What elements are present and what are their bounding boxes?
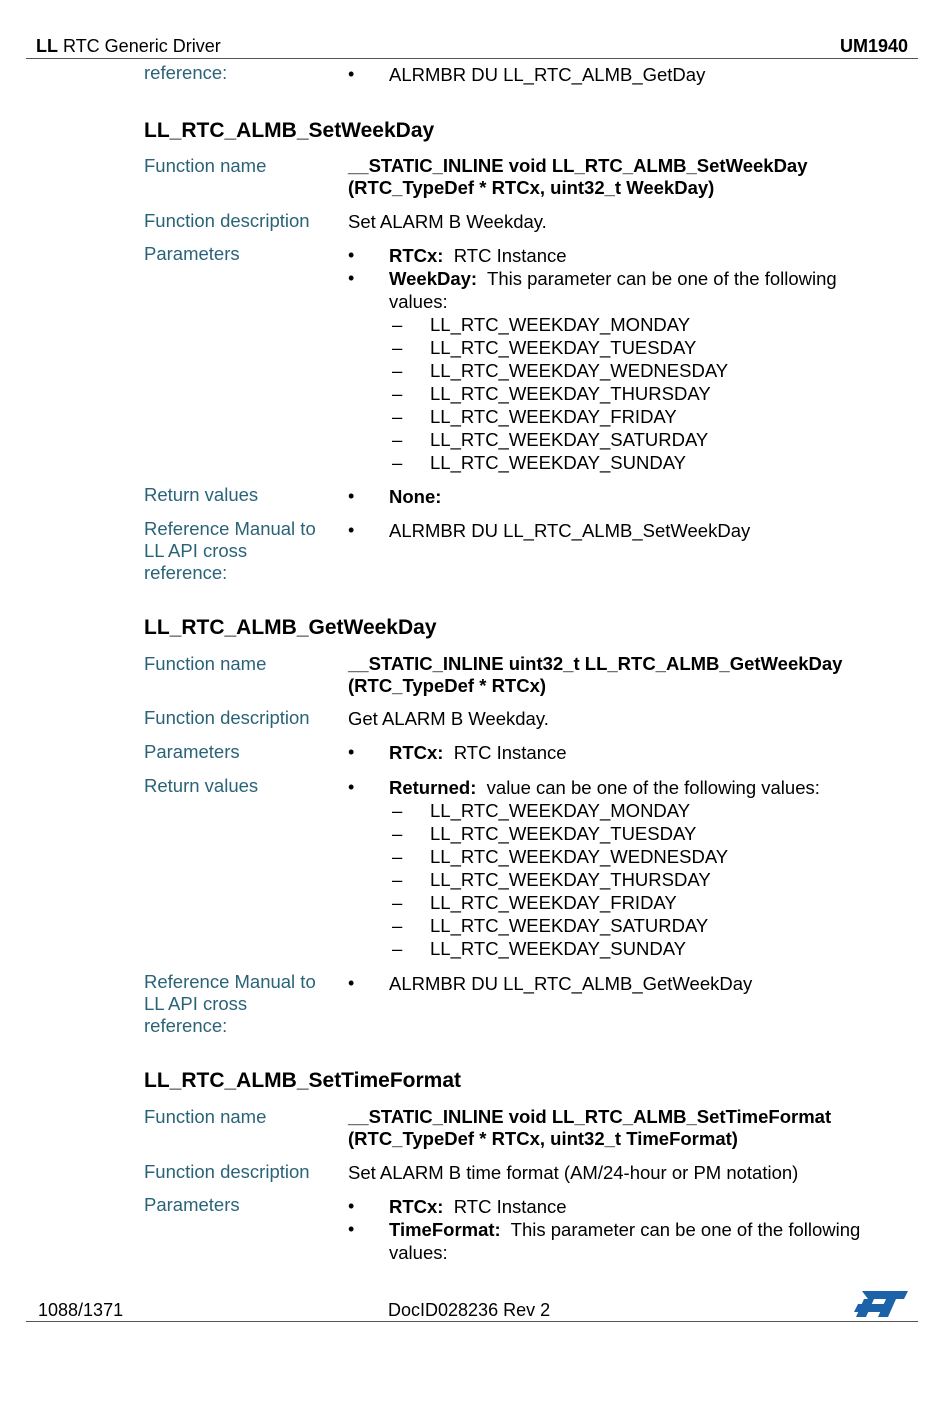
function-description: Get ALARM B Weekday. [348,708,549,729]
reference-value [348,519,908,542]
function-signature [348,653,908,697]
label-line: LL API cross [144,993,248,1014]
st-logo-icon [852,1288,910,1320]
param-text: values: [389,1242,448,1263]
weekday-values-list [348,799,908,960]
weekday-value: – LL_RTC_WEEKDAY_FRIDAY [348,405,908,428]
param-name: RTCx: [389,245,444,266]
label-function-name: Function name [144,653,267,674]
signature-line: __STATIC_INLINE void LL_RTC_ALMB_SetTimeFormat [348,1106,832,1127]
signature-line: (RTC_TypeDef * RTCx, uint32_t TimeFormat) [348,1128,738,1149]
param-name: RTCx: [389,742,444,763]
parameters-list [348,1195,908,1264]
param-text: RTC Instance [453,1196,567,1217]
signature-line: (RTC_TypeDef * RTCx) [348,675,547,696]
label-line: reference: [144,562,228,583]
weekday-value: – LL_RTC_WEEKDAY_TUESDAY [348,822,908,845]
reference-text: ALRMBR DU LL_RTC_ALMB_GetWeekDay [389,973,753,994]
function-description: Set ALARM B time format (AM/24-hour or PM notation) [348,1162,799,1183]
reference-text: ALRMBR DU LL_RTC_ALMB_SetWeekDay [389,520,751,541]
label-parameters: Parameters [144,243,240,264]
signature-line: (RTC_TypeDef * RTCx, uint32_t WeekDay) [348,177,715,198]
section-title: LL_RTC_ALMB_SetWeekDay [144,119,435,142]
list-item [348,244,908,267]
list-item [348,1195,908,1218]
weekday-value: – LL_RTC_WEEKDAY_SUNDAY [348,451,908,474]
weekday-value: – LL_RTC_WEEKDAY_THURSDAY [348,382,908,405]
weekday-value: – LL_RTC_WEEKDAY_SUNDAY [348,937,908,960]
header-doc-code: UM1940 [839,36,908,56]
parameters-list [348,741,908,764]
weekday-values-list [348,313,908,474]
list-item [348,741,908,764]
param-text: This parameter can be one of the following [487,268,837,289]
return-values [348,776,908,960]
parameters-list [348,244,908,474]
param-text: RTC Instance [453,245,567,266]
label-return-values: Return values [144,484,259,505]
param-text: RTC Instance [453,742,567,763]
param-name: WeekDay: [389,268,478,289]
label-function-description: Function description [144,707,310,728]
label-function-name: Function name [144,155,267,176]
page-number: 1088/1371 [38,1300,124,1320]
label-return-values: Return values [144,775,259,796]
weekday-value: – LL_RTC_WEEKDAY_WEDNESDAY [348,845,908,868]
param-name: TimeFormat: [389,1219,501,1240]
label-reference-manual [144,971,329,1037]
top-ref-text: ALRMBR DU LL_RTC_ALMB_GetDay [389,64,706,85]
list-item [348,485,908,508]
signature-line: __STATIC_INLINE uint32_t LL_RTC_ALMB_GetWeekDay [348,653,843,674]
weekday-value: – LL_RTC_WEEKDAY_MONDAY [348,799,908,822]
param-name: RTCx: [389,1196,444,1217]
list-item [348,267,908,313]
weekday-value: – LL_RTC_WEEKDAY_THURSDAY [348,868,908,891]
label-function-description: Function description [144,1161,310,1182]
function-signature [348,1106,908,1150]
header-title-text: RTC Generic Driver [63,36,221,56]
label-line: Reference Manual to [144,518,316,539]
list-item [348,63,908,86]
weekday-value: – LL_RTC_WEEKDAY_SATURDAY [348,914,908,937]
label-parameters: Parameters [144,1194,240,1215]
weekday-value: – LL_RTC_WEEKDAY_TUESDAY [348,336,908,359]
return-values [348,485,908,508]
footer-divider [26,1321,918,1322]
return-name: Returned: [389,777,477,798]
label-reference-manual [144,518,329,584]
top-ref-label: reference: [144,62,228,83]
doc-id: DocID028236 Rev 2 [388,1300,551,1320]
weekday-value: – LL_RTC_WEEKDAY_FRIDAY [348,891,908,914]
weekday-value: – LL_RTC_WEEKDAY_WEDNESDAY [348,359,908,382]
param-text: values: [389,291,448,312]
label-parameters: Parameters [144,741,240,762]
header-title [36,36,221,57]
signature-line: __STATIC_INLINE void LL_RTC_ALMB_SetWeekDay [348,155,808,176]
label-function-name: Function name [144,1106,267,1127]
header-prefix: LL [36,36,58,56]
section-title: LL_RTC_ALMB_GetWeekDay [144,616,437,639]
label-line: LL API cross [144,540,248,561]
weekday-value: – LL_RTC_WEEKDAY_SATURDAY [348,428,908,451]
section-title: LL_RTC_ALMB_SetTimeFormat [144,1069,461,1092]
list-item [348,1218,908,1264]
label-function-description: Function description [144,210,310,231]
list-item [348,972,908,995]
function-description: Set ALARM B Weekday. [348,211,547,232]
return-text: value can be one of the following values: [486,777,820,798]
top-ref-value [348,63,908,86]
header-divider [26,58,918,59]
label-line: reference: [144,1015,228,1036]
label-line: Reference Manual to [144,971,316,992]
list-item [348,519,908,542]
return-value: None: [389,486,442,507]
reference-value [348,972,908,995]
weekday-value: – LL_RTC_WEEKDAY_MONDAY [348,313,908,336]
function-signature [348,155,908,199]
list-item [348,776,908,799]
param-text: This parameter can be one of the following [510,1219,861,1240]
page-header [36,34,908,58]
